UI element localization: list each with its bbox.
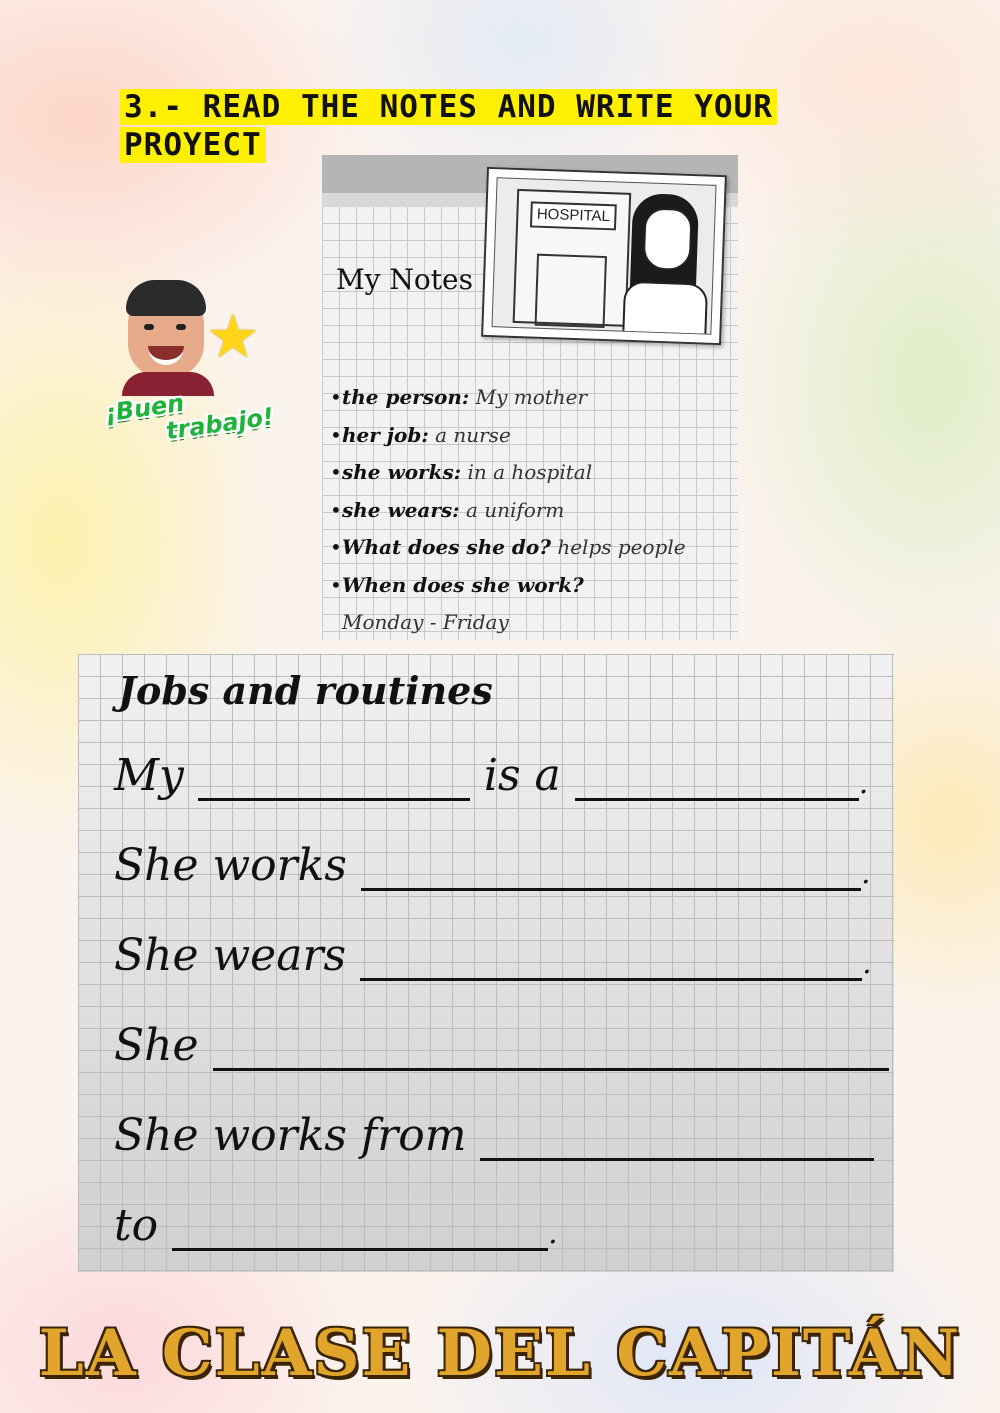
exercise-title — [120, 88, 880, 164]
job-blank[interactable] — [575, 758, 859, 801]
line1-prefix: My — [114, 750, 184, 801]
badge-line-2: trabajo! — [164, 402, 276, 446]
hospital-door — [535, 254, 607, 328]
line4-prefix: She — [114, 1020, 199, 1071]
exercise-title-text: 3.- READ THE NOTES AND WRITE YOUR PROYECT — [120, 89, 777, 163]
footer-brand: LA CLASE DEL CAPITÁN — [38, 1316, 962, 1391]
line6-prefix: to — [114, 1200, 159, 1251]
avatar-eye-right — [176, 324, 186, 330]
note-item: •her job: a nurse — [330, 422, 511, 447]
line5-prefix: She works from — [114, 1110, 467, 1161]
note-item: •she wears: a uniform — [330, 497, 565, 522]
person-blank[interactable] — [198, 758, 470, 801]
line2-prefix: She works — [114, 840, 347, 891]
note-item: •she works: in a hospital — [330, 460, 593, 484]
hospital-sign: HOSPITAL — [530, 201, 617, 230]
sentence-line-3: She wears . — [114, 930, 872, 981]
start-day-blank[interactable] — [480, 1118, 874, 1161]
note-schedule: Monday - Friday — [342, 610, 509, 634]
writing-worksheet — [78, 654, 894, 1272]
note-item: •What does she do? helps people — [330, 535, 686, 559]
avatar-eye-left — [144, 324, 154, 330]
hospital-building — [513, 189, 632, 327]
avatar-badge — [98, 280, 278, 460]
nurse-face — [643, 207, 693, 271]
workplace-blank[interactable] — [361, 848, 861, 891]
note-item: •the person: My mother — [330, 385, 588, 409]
sentence-line-5 — [114, 1110, 874, 1170]
worksheet-title: Jobs and routines — [118, 668, 493, 713]
end-day-blank[interactable] — [172, 1208, 548, 1251]
clothing-blank[interactable] — [360, 938, 862, 981]
nurse-body — [622, 281, 708, 335]
line3-prefix: She wears — [114, 930, 347, 981]
sentence-line-4 — [114, 1020, 889, 1080]
sentence-line-1: My is a . — [114, 750, 869, 801]
line1-middle: is a — [483, 750, 561, 801]
note-item: •When does she work? — [330, 572, 584, 597]
notes-title: My Notes — [336, 263, 473, 296]
notes-list — [330, 379, 730, 640]
sentence-line-2: She works . — [114, 840, 871, 891]
notes-card — [322, 155, 738, 640]
avatar-hair — [126, 280, 206, 316]
nurse-photo — [481, 167, 727, 345]
sentence-line-6: to . — [114, 1200, 558, 1251]
badge-line-1: ¡Buen — [103, 388, 186, 428]
activity-blank[interactable] — [213, 1028, 889, 1071]
star-icon: ★ — [206, 302, 260, 372]
